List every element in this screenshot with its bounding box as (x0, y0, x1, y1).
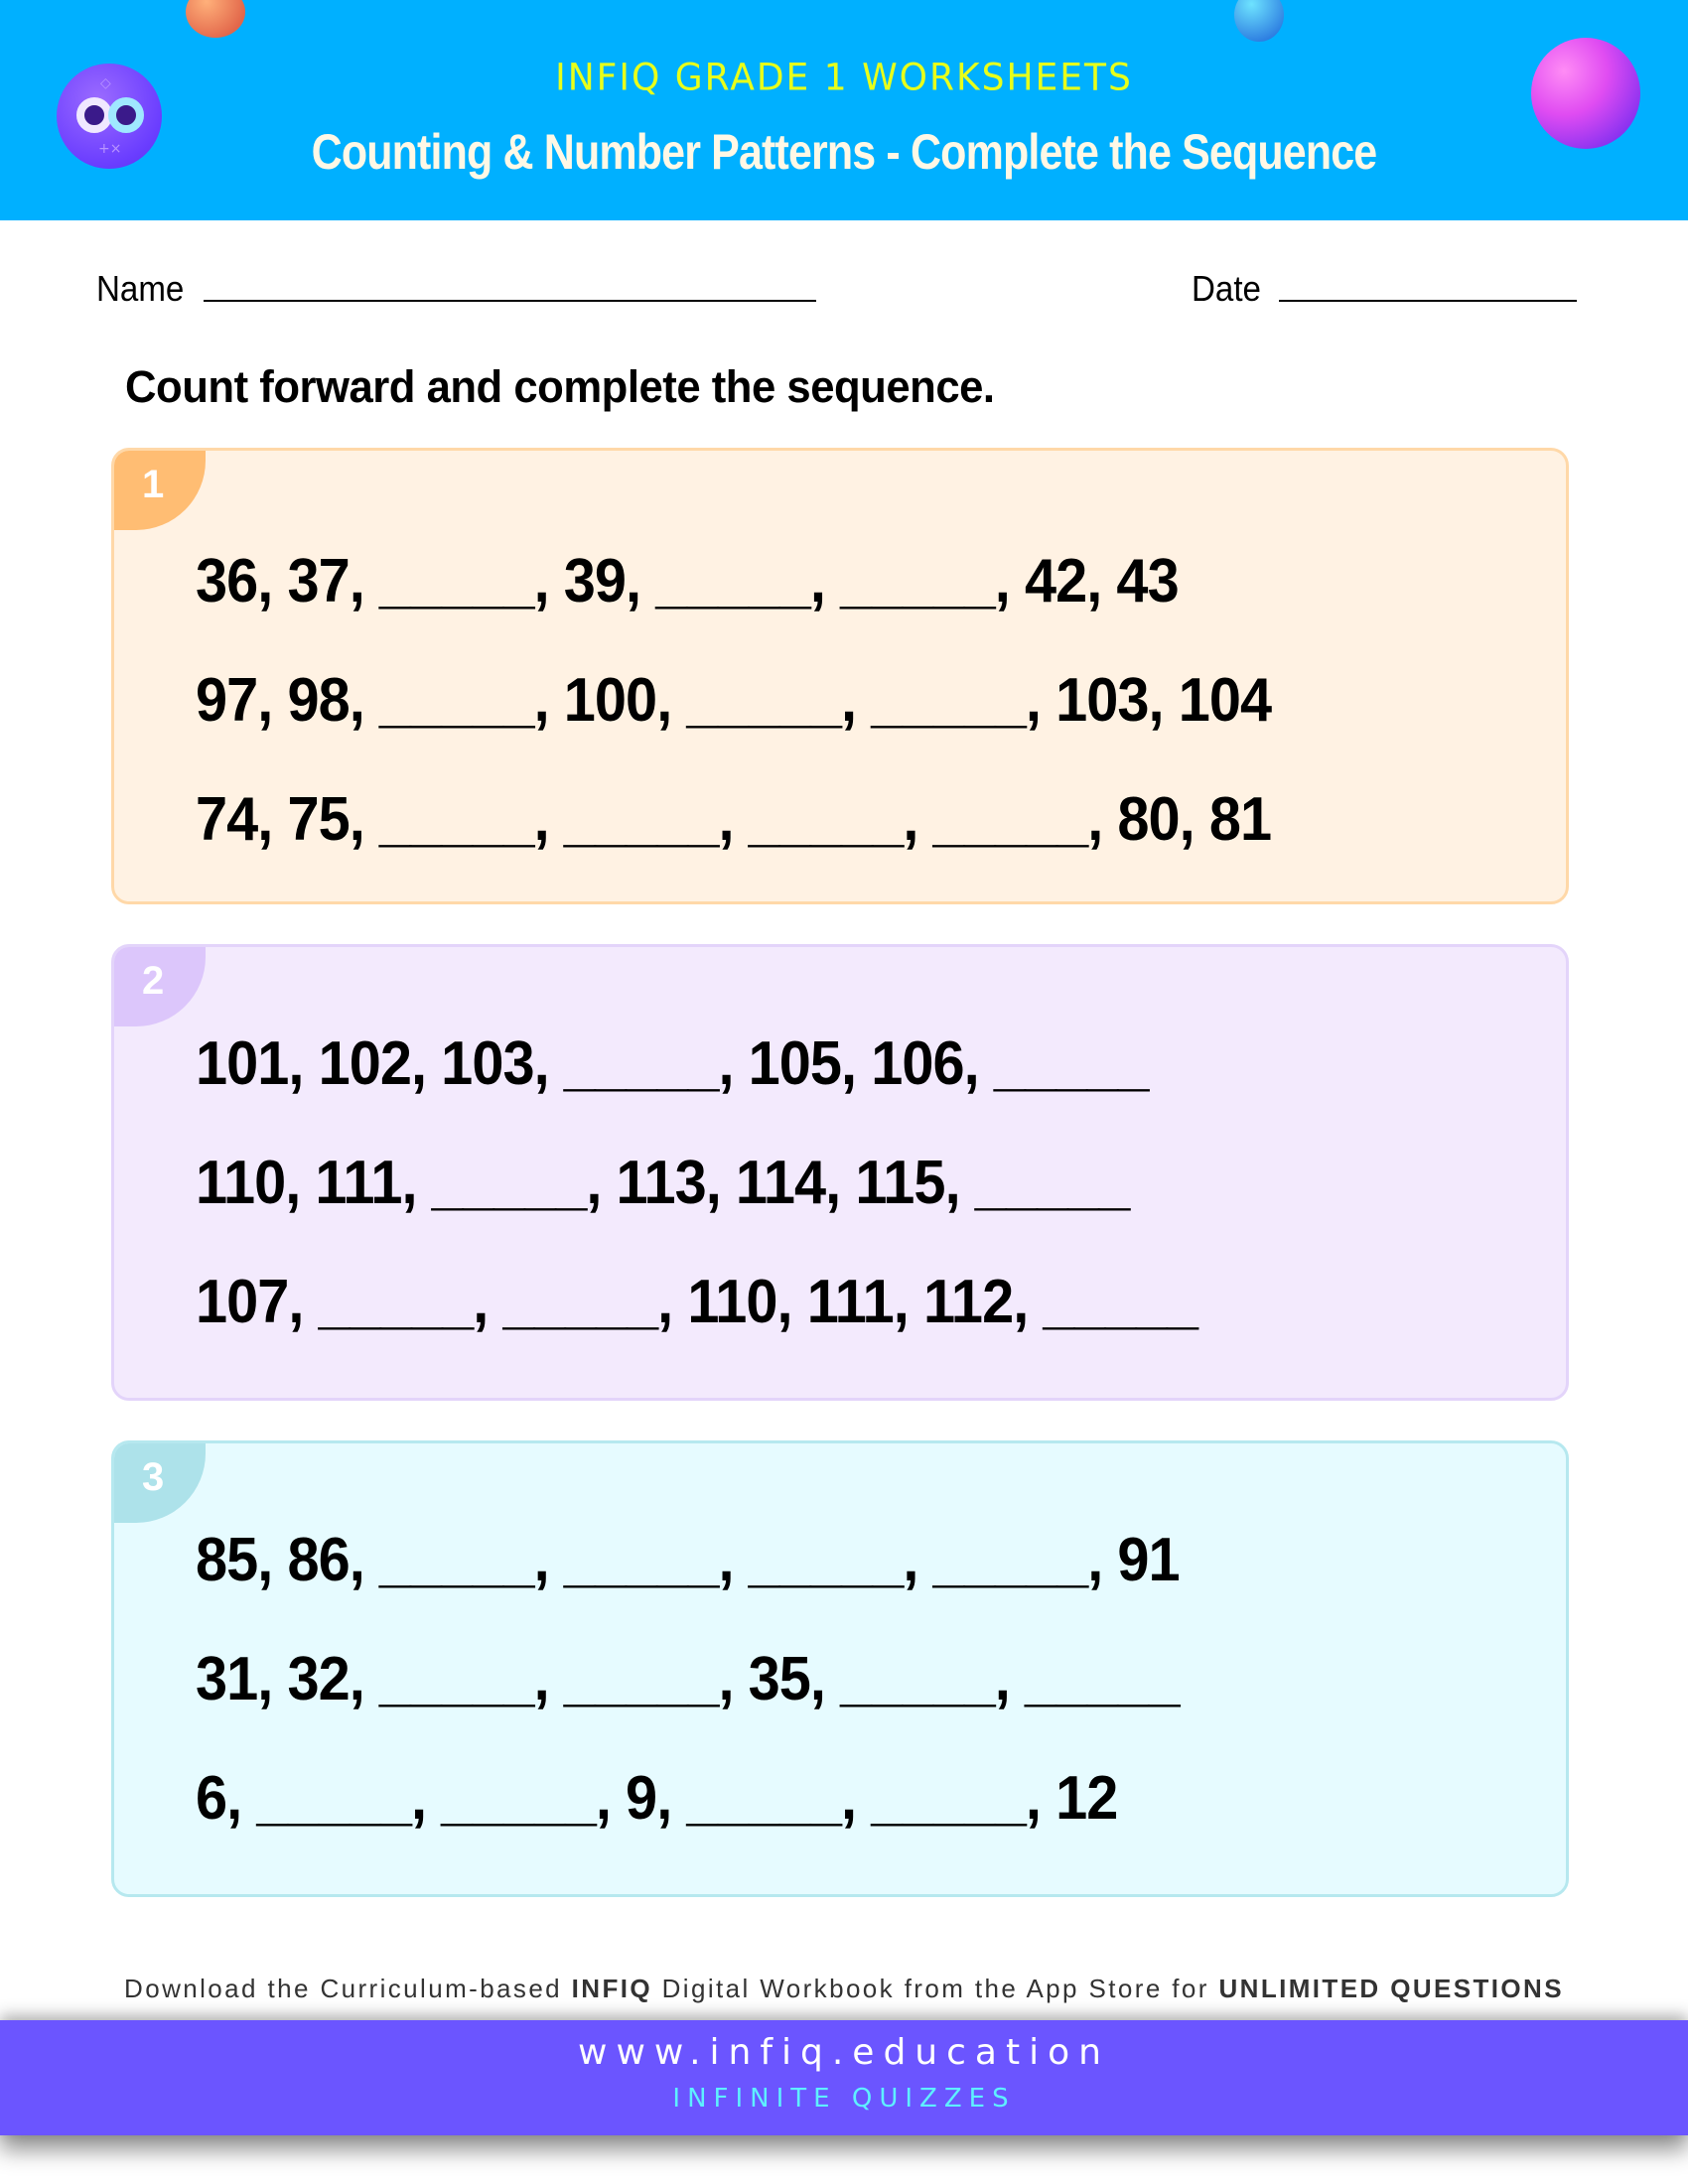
promo-emphasis: UNLIMITED QUESTIONS (1218, 1974, 1564, 2003)
footer-band (0, 2020, 1688, 2135)
date-field[interactable] (1192, 268, 1577, 310)
name-field[interactable] (96, 268, 816, 310)
name-label: Name (96, 268, 185, 309)
promo-part-1: Download the Curriculum-based (124, 1974, 572, 2003)
sequence-row[interactable]: 74, 75, _____, _____, _____, _____, 80, 81 (196, 785, 1272, 854)
name-input-line[interactable] (204, 300, 816, 302)
decorative-orange-sphere-icon (186, 0, 245, 38)
sequence-row[interactable]: 97, 98, _____, 100, _____, _____, 103, 104 (196, 666, 1272, 735)
section-number-badge: 1 (114, 451, 206, 530)
promo-text (0, 1974, 1688, 2004)
website-link[interactable]: www.infiq.education (578, 2032, 1110, 2073)
worksheet-header (0, 0, 1688, 220)
sequence-row[interactable]: 36, 37, _____, 39, _____, _____, 42, 43 (196, 547, 1179, 615)
date-input-line[interactable] (1279, 300, 1577, 302)
decorative-blue-sphere-icon (1234, 0, 1284, 42)
sequence-row[interactable]: 107, _____, _____, 110, 111, 112, _____ (196, 1268, 1198, 1336)
sequence-row[interactable]: 101, 102, 103, _____, 105, 106, _____ (196, 1029, 1149, 1098)
sparkle-icon: ◇ (100, 75, 111, 91)
sequence-row[interactable]: 6, _____, _____, 9, _____, _____, 12 (196, 1764, 1118, 1833)
brand-title: INFIQ GRADE 1 WORKSHEETS (555, 56, 1133, 100)
section-number-badge: 2 (114, 947, 206, 1026)
date-label: Date (1192, 268, 1261, 309)
logo-eye-left (76, 97, 112, 133)
page-title: Counting & Number Patterns - Complete the Sequence (311, 124, 1377, 180)
sequence-row[interactable]: 31, 32, _____, _____, 35, _____, _____ (196, 1645, 1180, 1713)
sequence-row[interactable]: 110, 111, _____, 113, 114, 115, _____ (196, 1149, 1130, 1217)
tagline: INFINITE QUIZZES (672, 2084, 1016, 2114)
question-section-3 (111, 1440, 1569, 1897)
sequence-row[interactable]: 85, 86, _____, _____, _____, _____, 91 (196, 1526, 1180, 1594)
promo-brand: INFIQ (571, 1974, 652, 2003)
question-section-1 (111, 448, 1569, 904)
plus-icon: +× (98, 141, 122, 157)
section-number-badge: 3 (114, 1443, 206, 1523)
instruction-text: Count forward and complete the sequence. (125, 361, 995, 412)
question-section-2 (111, 944, 1569, 1401)
promo-part-2: Digital Workbook from the App Store for (652, 1974, 1219, 2003)
